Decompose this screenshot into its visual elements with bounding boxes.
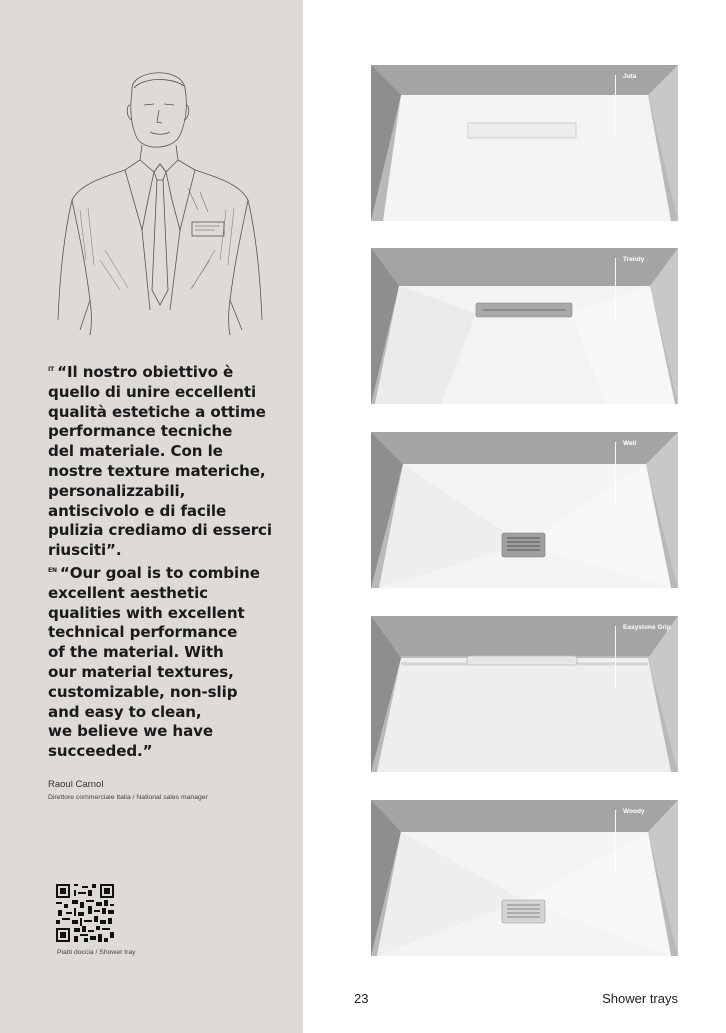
left-panel: [0, 0, 303, 1033]
label-leader-line: [615, 442, 616, 504]
quote-line-en-9: succeeded.”: [48, 742, 153, 761]
it-language-tag: IT: [48, 366, 55, 373]
quote-line-it-3: performance tecniche: [48, 422, 233, 441]
label-leader-line: [615, 626, 616, 688]
tray-label: Trendy: [623, 256, 645, 263]
qr-caption: Piatti doccia / Shower tray: [57, 949, 136, 956]
quote-line-en-7: and easy to clean,: [48, 702, 202, 721]
qr-code[interactable]: [56, 884, 114, 942]
tray-image-juta: [371, 65, 678, 221]
quote-line-it-0: $^{IT}$ “Il nostro obiettivo è: [48, 363, 234, 381]
tray-photo: [371, 616, 678, 772]
quote-line-it-4: del materiale. Con le: [48, 442, 223, 461]
quote-line-it-5: nostre texture materiche,: [48, 461, 266, 480]
quote-line-en-0: $^{EN}$ “Our goal is to combine: [48, 563, 260, 582]
tray-label: Woody: [623, 808, 645, 815]
quote-line-en-8: we believe we have: [48, 722, 214, 741]
quote-line-it-2: qualità estetiche a ottime: [48, 402, 266, 421]
quote-line-en-3: technical performance: [48, 623, 238, 642]
quote-line-it-7: antiscivolo e di facile: [48, 501, 227, 520]
tray-image-well: [371, 432, 678, 588]
tray-photo: [371, 65, 678, 221]
label-leader-line: [615, 258, 616, 320]
page-number: 23: [354, 991, 369, 1006]
quote-line-it-8: pulizia crediamo di esserci: [48, 521, 272, 540]
author-name: Raoul Carnol: [48, 779, 104, 790]
tray-photo: [371, 432, 678, 588]
author-role: Direttore commerciale Italia / National sales manager: [48, 794, 208, 801]
quote-block: [48, 360, 293, 762]
en-language-tag: EN: [48, 566, 57, 574]
tray-image-trendy: [371, 248, 678, 404]
quote-line-en-4: of the material. With: [48, 643, 224, 662]
quote-line-it-9: riusciti”.: [48, 541, 122, 560]
quote-line-en-6: customizable, non-slip: [48, 682, 238, 701]
tray-label: Juta: [623, 73, 637, 80]
tray-image-woody: [371, 800, 678, 956]
tray-photo: [371, 248, 678, 404]
section-title: Shower trays: [602, 991, 678, 1006]
label-leader-line: [615, 75, 616, 137]
label-leader-line: [615, 810, 616, 872]
tray-label: Easystone Grip: [623, 624, 671, 631]
quote-line-en-2: qualities with excellent: [48, 603, 245, 622]
portrait-sketch: [30, 60, 275, 340]
quote-line-it-6: personalizzabili,: [48, 481, 186, 500]
tray-label: Well: [623, 440, 637, 447]
quote-line-en-1: excellent aesthetic: [48, 583, 208, 602]
quote-line-en-5: our material textures,: [48, 662, 234, 681]
quote-line-it-1: quello di unire eccellenti: [48, 382, 257, 401]
tray-photo: [371, 800, 678, 956]
tray-image-easystone-grip: [371, 616, 678, 772]
